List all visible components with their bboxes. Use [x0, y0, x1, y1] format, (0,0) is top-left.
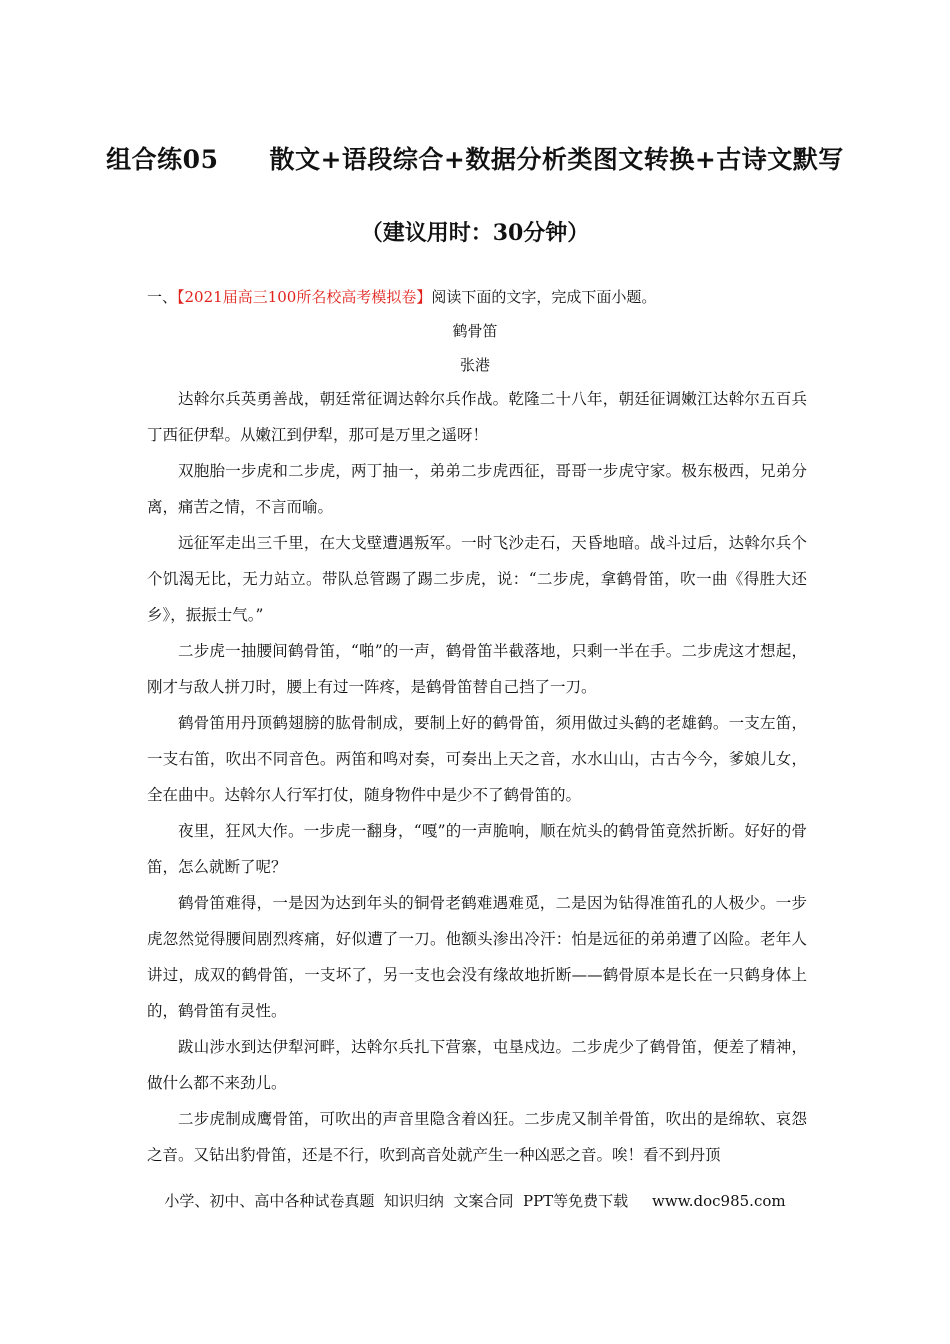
paragraph: 跋山涉水到达伊犁河畔，达斡尔兵扎下营寨，屯垦戍边。二步虎少了鹤骨笛，便差了精神，做什么都不来劲儿。	[147, 1038, 807, 1092]
paragraph: 二步虎制成鹰骨笛，可吹出的声音里隐含着凶狂。二步虎又制羊骨笛，吹出的是绵软、哀怨之音。又钻出豹骨笛，还是不行，吹到高音处就产生一种凶恶之音。唉！看不到丹顶	[147, 1110, 807, 1164]
question-intro	[147, 286, 656, 307]
paragraph: 二步虎一抽腰间鹤骨笛，“啪”的一声，鹤骨笛半截落地，只剩一半在手。二步虎这才想起，刚才与敌人拼刀时，腰上有过一阵疼，是鹤骨笛替自己挡了一刀。	[147, 642, 807, 696]
paragraph: 远征军走出三千里，在大戈壁遭遇叛军。一时飞沙走石，天昏地暗。战斗过后，达斡尔兵个个饥渴无比，无力站立。带队总管踢了踢二步虎，说：“二步虎，拿鹤骨笛，吹一曲《得胜大还乡》，振振士气。”	[147, 534, 807, 624]
article-author: 张港	[459, 356, 490, 374]
page-footer: 小学、初中、高中各种试卷真题 知识归纳 文案合同 PPT等免费下载 www.doc985.com	[164, 1192, 786, 1210]
article-body	[147, 381, 807, 1173]
question-instruction: 阅读下面的文字，完成下面小题。	[431, 288, 657, 306]
question-number: 一、	[147, 288, 178, 306]
paragraph: 鹤骨笛难得，一是因为达到年头的铜骨老鹤难遇难觅，二是因为钻得准笛孔的人极少。一步虎忽然觉得腰间剧烈疼痛，好似遭了一刀。他额头渗出冷汗：怕是远征的弟弟遭了凶险。老年人讲过，成双的鹤骨笛，一支坏了，另一支也会没有缘故地折断——鹤骨原本是长在一只鹤身体上的，鹤骨笛有灵性。	[147, 894, 807, 1020]
paragraph: 夜里，狂风大作。一步虎一翻身，“嘎”的一声脆响，顺在炕头的鹤骨笛竟然折断。好好的骨笛，怎么就断了呢？	[147, 822, 807, 876]
paragraph: 达斡尔兵英勇善战，朝廷常征调达斡尔兵作战。乾隆二十八年，朝廷征调嫩江达斡尔五百兵丁西征伊犁。从嫩江到伊犁，那可是万里之遥呀！	[147, 390, 807, 444]
question-source: 【2021届高三100所名校高考模拟卷】	[177, 288, 432, 306]
time-suggestion: （建议用时：30分钟）	[360, 220, 590, 246]
page-title: 组合练05 散文+语段综合+数据分析类图文转换+古诗文默写	[106, 145, 844, 174]
paragraph: 鹤骨笛用丹顶鹤翅膀的肱骨制成，要制上好的鹤骨笛，须用做过头鹤的老雄鹤。一支左笛，一支右笛，吹出不同音色。两笛和鸣对奏，可奏出上天之音，水水山山，古古今今，爹娘儿女，全在曲中。达斡尔人行军打仗，随身物件中是少不了鹤骨笛的。	[147, 714, 807, 804]
paragraph: 双胞胎一步虎和二步虎，两丁抽一，弟弟二步虎西征，哥哥一步虎守家。极东极西，兄弟分离，痛苦之情，不言而喻。	[147, 462, 807, 516]
article-title: 鹤骨笛	[452, 322, 498, 340]
